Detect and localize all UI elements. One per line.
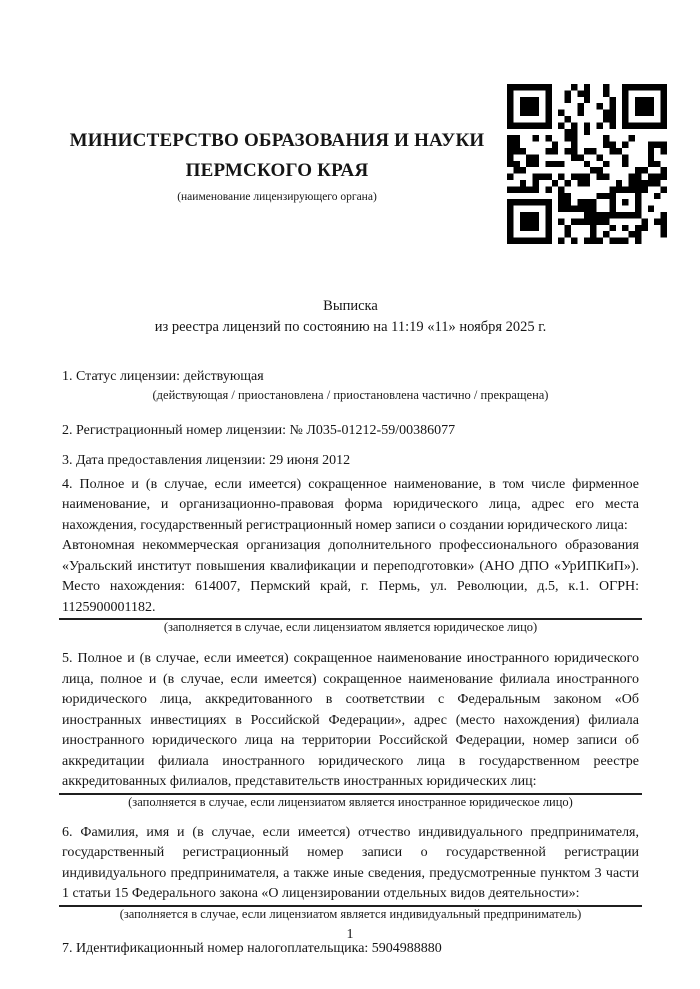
org-caption: (наименование лицензирующего органа) [177, 191, 377, 203]
item-registration-number [62, 421, 639, 442]
document-header [0, 0, 700, 296]
item-foreign-entity [62, 649, 639, 810]
legal-entity-value: Автономная некоммерческая организация дополнительного профессионального образования «Уральский институт повышения квалификации и переподготовки» (АНО ДПО «УрИПКиП»). Место нахождения: 614007, Пермский край, г. Пермь, ул. Революции, д.5, к.1. ОГРН: 1125900001182. [62, 538, 639, 615]
org-name [37, 126, 517, 186]
item-legal-entity [62, 475, 639, 636]
entrepreneur-label: 6. Фамилия, имя и (в случае, если имеется) отчество индивидуального предпринимателя, государственный регистрационный номер записи о государственной регистрации индивидуального предпринимателя, а также иные сведения, предусмотренные пунктом 3 части 1 статьи 15 Федерального закона «О лицензировании отдельных видов деятельности»: [62, 824, 639, 901]
legal-entity-label: 4. Полное и (в случае, если имеется) сокращенное наименование, в том числе фирменное наименование, и организационно-правовая форма юридического лица, адрес его места нахождения, государственный регистрационный номер записи о создании юридического лица: [62, 476, 639, 533]
document-title: Выписка [323, 298, 378, 314]
legal-entity-note: (заполняется в случае, если лицензиатом является юридическое лицо) [163, 620, 538, 634]
taxpayer-number-text: 7. Идентификационный номер налогоплательщика: 5904988880 [62, 940, 442, 956]
document-body [0, 296, 700, 959]
grant-date-text: 3. Дата предоставления лицензии: 29 июня 2012 [62, 453, 351, 468]
item-license-grant-date [62, 451, 639, 472]
licensing-authority-block [37, 126, 517, 204]
item-license-status [62, 367, 639, 403]
entrepreneur-note: (заполняется в случае, если лицензиатом является индивидуальный предприниматель) [119, 906, 582, 921]
org-name-line2: ПЕРМСКОГО КРАЯ [185, 160, 369, 181]
item-individual-entrepreneur [62, 823, 639, 922]
registration-number-text: 2. Регистрационный номер лицензии: № Л035-01212-59/00386077 [62, 422, 456, 438]
page-number: 1 [346, 927, 354, 942]
org-name-line1: МИНИСТЕРСТВО ОБРАЗОВАНИЯ И НАУКИ [69, 130, 485, 151]
foreign-entity-note: (заполняется в случае, если лицензиатом является иностранное юридическое лицо) [128, 794, 573, 809]
foreign-entity-label: 5. Полное и (в случае, если имеется) сокращенное наименование иностранного юридического лица, полное и (в случае, если имеется) сокращенное наименование филиала иностранного юридического лица, аккредитованного в соответствии с Федеральным законом «Об иностранных инвестициях в Российской Федерации», адрес (место нахождения) филиала иностранного юридического лица на территории Российской Федерации, номер записи об аккредитации филиала иностранного юридического лица в государственном реестре аккредитованных филиалов, представительств иностранных юридических лиц: [62, 651, 639, 789]
license-status-text: 1. Статус лицензии: действующая [62, 369, 264, 384]
document-title-block [62, 296, 639, 337]
document-subtitle: из реестра лицензий по состоянию на 11:19 «11» ноября 2025 г. [154, 318, 547, 335]
qr-code-icon [507, 84, 667, 244]
license-status-note: (действующая / приостановлена / приостановлена частично / прекращена) [152, 387, 549, 402]
